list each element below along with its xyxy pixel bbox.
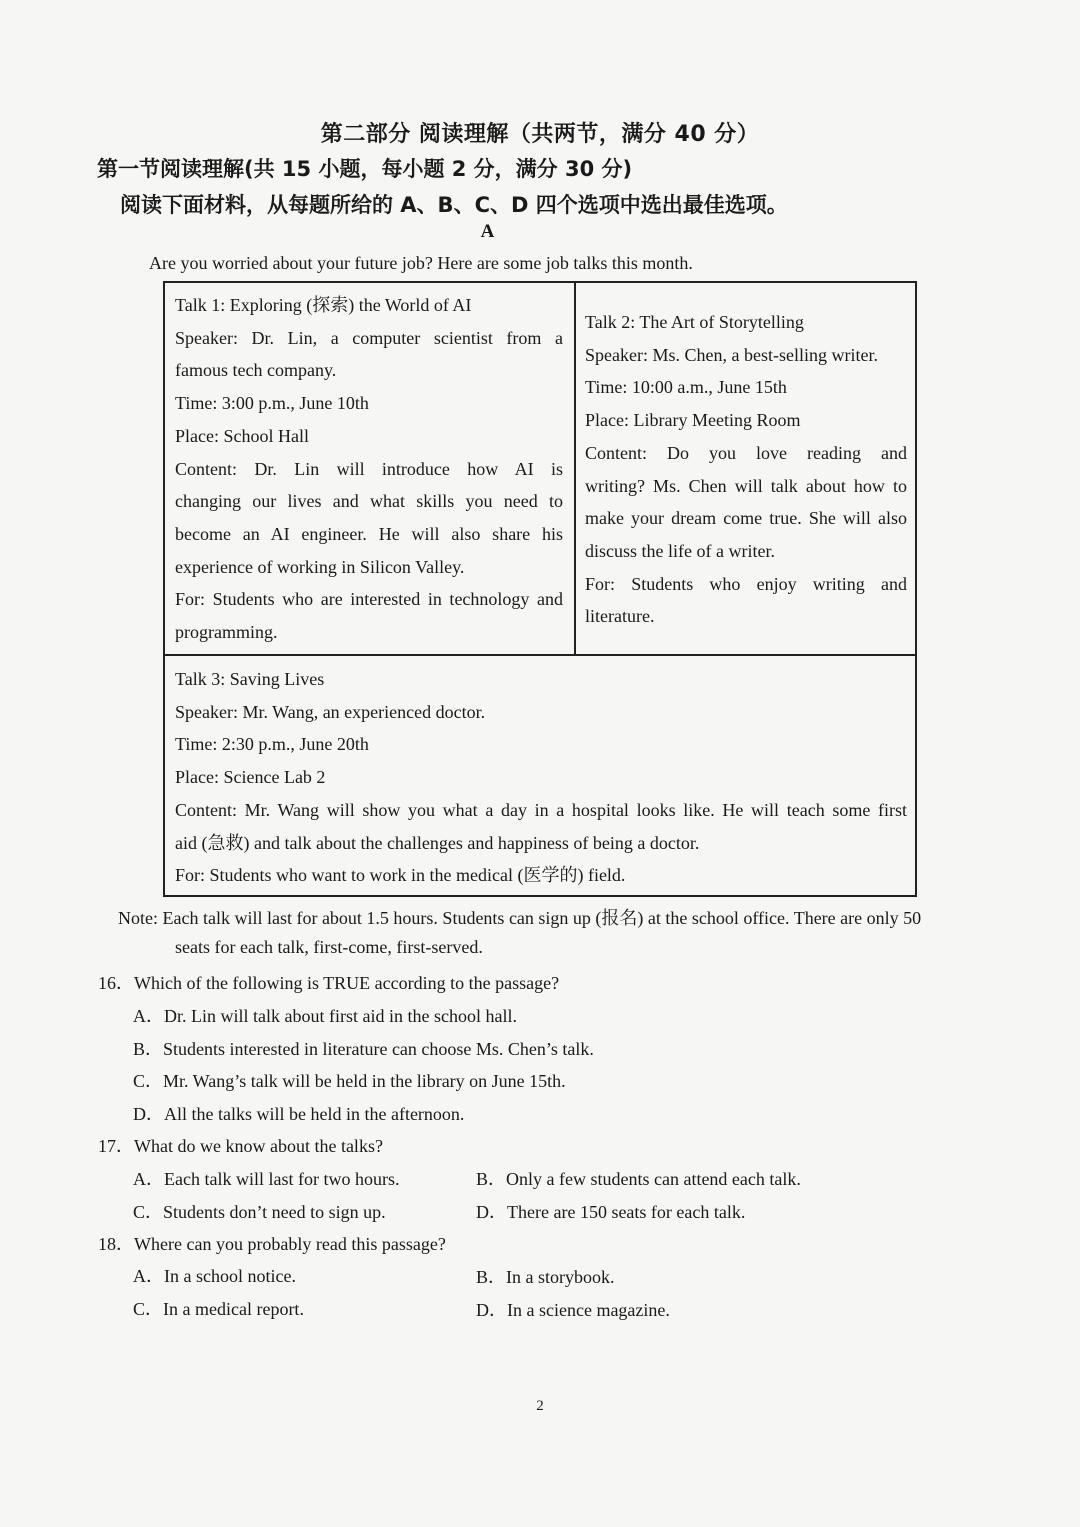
talk2-content: Content: Do you love reading and <box>585 442 907 463</box>
talk1-speaker-cont: famous tech company. <box>175 360 337 381</box>
row-divider <box>165 654 915 656</box>
note-line: Note: Each talk will last for about 1.5 hours. Students can sign up (报名) at the school office. There are only 50 <box>118 908 922 928</box>
talk2-content-4: discuss the life of a writer. <box>585 540 775 561</box>
talk2-place: Place: Library Meeting Room <box>585 410 801 431</box>
talk1-content-2: changing our lives and what skills you need to <box>175 491 563 512</box>
talk1-for-cont: programming. <box>175 622 278 643</box>
talk1-cell <box>175 289 563 649</box>
section-title: 第一节阅读理解(共 15 小题，每小题 2 分，满分 30 分) <box>97 157 633 181</box>
talk1-content-4: experience of working in Silicon Valley. <box>175 556 465 577</box>
talk3-content: Content: Mr. Wang will show you what a day in a hospital looks like. He will teach some first <box>175 799 907 820</box>
question-18-stem: 18．Where can you probably read this passage? <box>98 1234 446 1254</box>
note-line-cont: seats for each talk, first-come, first-served. <box>175 937 483 957</box>
talk3-time: Time: 2:30 p.m., June 20th <box>175 734 369 755</box>
talk3-for: For: Students who want to work in the medical (医学的) field. <box>175 865 626 886</box>
talk1-place: Place: School Hall <box>175 425 309 446</box>
part-title: 第二部分 阅读理解（共两节，满分 40 分） <box>320 122 760 147</box>
question-18-option-b[interactable]: B．In a storybook. <box>476 1267 615 1287</box>
talk1-speaker: Speaker: Dr. Lin, a computer scientist from a <box>175 327 563 348</box>
column-divider <box>574 283 576 654</box>
question-18-option-d[interactable]: D．In a science magazine. <box>476 1300 670 1320</box>
question-17-option-a[interactable]: A．Each talk will last for two hours. <box>133 1169 400 1189</box>
talk3-place: Place: Science Lab 2 <box>175 767 326 788</box>
passage-intro: Are you worried about your future job? Here are some job talks this month. <box>149 253 693 273</box>
talk3-content-2: aid (急救) and talk about the challenges and happiness of being a doctor. <box>175 832 700 853</box>
question-17-option-b[interactable]: B．Only a few students can attend each talk. <box>476 1169 801 1189</box>
question-16-option-c[interactable]: C．Mr. Wang’s talk will be held in the library on June 15th. <box>133 1071 566 1091</box>
talk2-speaker: Speaker: Ms. Chen, a best-selling writer. <box>585 344 878 365</box>
talk3-title: Talk 3: Saving Lives <box>175 669 325 689</box>
question-17-option-c[interactable]: C．Students don’t need to sign up. <box>133 1202 386 1222</box>
talk2-for: For: Students who enjoy writing and <box>585 573 907 594</box>
question-17-option-d[interactable]: D．There are 150 seats for each talk. <box>476 1202 746 1222</box>
page-number: 2 <box>536 1398 544 1414</box>
talk1-for: For: Students who are interested in technology and <box>175 589 563 610</box>
talk3-speaker: Speaker: Mr. Wang, an experienced doctor. <box>175 701 486 722</box>
question-18-option-c[interactable]: C．In a medical report. <box>133 1299 304 1319</box>
question-16-option-d[interactable]: D．All the talks will be held in the afternoon. <box>133 1104 465 1124</box>
talks-table <box>163 281 917 897</box>
talk3-cell <box>175 663 907 892</box>
question-16-option-a[interactable]: A．Dr. Lin will talk about first aid in the school hall. <box>133 1006 517 1026</box>
question-17-stem: 17．What do we know about the talks? <box>98 1136 383 1156</box>
talk1-title: Talk 1: Exploring (探索) the World of AI <box>175 295 472 315</box>
talk1-content-3: become an AI engineer. He will also share his <box>175 523 563 544</box>
talk1-content: Content: Dr. Lin will introduce how AI is <box>175 458 563 479</box>
talk2-content-3: make your dream come true. She will also <box>585 508 907 529</box>
talk2-content-2: writing? Ms. Chen will talk about how to <box>585 475 907 496</box>
instruction: 阅读下面材料，从每题所给的 A、B、C、D 四个选项中选出最佳选项。 <box>120 193 788 217</box>
talk2-time: Time: 10:00 a.m., June 15th <box>585 377 787 398</box>
question-18-option-a[interactable]: A．In a school notice. <box>133 1266 296 1286</box>
talk2-title: Talk 2: The Art of Storytelling <box>585 312 804 332</box>
talk2-cell <box>585 306 907 633</box>
talk1-time: Time: 3:00 p.m., June 10th <box>175 393 369 414</box>
passage-letter: A <box>480 221 495 242</box>
talk2-for-cont: literature. <box>585 606 655 627</box>
question-16-option-b[interactable]: B．Students interested in literature can choose Ms. Chen’s talk. <box>133 1039 594 1059</box>
question-16-stem: 16．Which of the following is TRUE according to the passage? <box>98 973 560 993</box>
